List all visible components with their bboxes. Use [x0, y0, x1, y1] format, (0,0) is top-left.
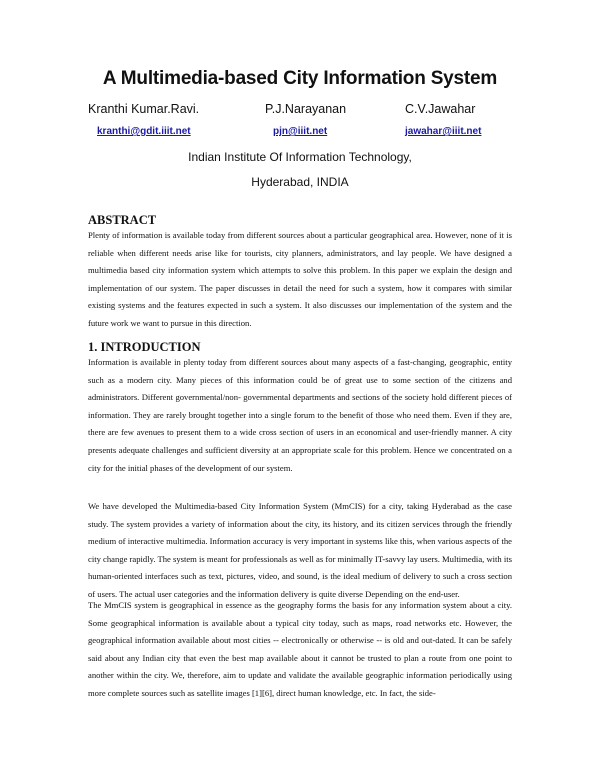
affiliation-line-2: Hyderabad, INDIA [251, 175, 349, 189]
author-name-3: C.V.Jawahar [405, 102, 476, 116]
introduction-paragraph-1: Information is available in plenty today from different sources about many aspects of a fast-changing, geographic, entity such as a modern city. Many pieces of this information could be of great use to some section of the citizens and administrators. Different governmental/non- governmental departments and sections of the society hold different pieces of information. They are rarely brought together into a single forum to the benefit of those who need them. Even if they are, there are few avenues to present them to a wide cross section of users in an economical and user-friendly manner. A city presents adequate challenges and sufficient diversity at an appropriate scale for this problem. Hence we concentrated on a city for the initial phases of the development of our system. [88, 357, 512, 473]
introduction-paragraph-3: The MmCIS system is geographical in essence as the geography forms the basis for any information system about a city. Some geographical information is available about a typical city today, such as maps, road networks etc. However, the geographical information available about most cities -- electronically or otherwise -- is old and out-dated. It can be safely said about any Indian city that even the best map available about it cannot be trusted to plan a route from one point to another within the city. We, therefore, aim to update and validate the available geographic information periodically using more complete sources such as satellite images [1][6], direct human knowledge, etc. In fact, the side- [88, 600, 512, 698]
author-name-1: Kranthi Kumar.Ravi. [88, 102, 200, 116]
abstract-text: Plenty of information is available today from different sources about a particular geographical area. However, none of it is reliable when different needs arise like for tourists, city planners, administrators, and lay people. We have designed a multimedia based city information system which attempts to solve this problem. In this paper we explain the design and implementation of our system. The paper discusses in detail the need for such a system, how it compares with similar existing systems and the features expected in such a system. It also discusses our implementation of the system and the future work we want to pursue in this direction. [88, 230, 512, 328]
introduction-paragraph-2: We have developed the Multimedia-based City Information System (MmCIS) for a city, taking Hyderabad as the case study. The system provides a variety of information about the city, its history, and its citizen services through the friendly medium of interactive multimedia. Information accuracy is very important in systems like this, when various aspects of the city change rapidly. The system is meant for professionals as well as for minimally IT-savvy lay users. Multimedia, with its human-oriented interfaces such as text, pictures, video, and sound, is the ideal medium of delivery to such a cross section of users. The actual user categories and the information delivery is quite diverse Depending on the end-user. [88, 501, 512, 599]
affiliation-line-1: Indian Institute Of Information Technology, [188, 150, 412, 164]
author-email-link-3[interactable]: jawahar@iiit.net [405, 126, 482, 137]
author-name-2: P.J.Narayanan [265, 102, 347, 116]
author-email-link-1[interactable]: kranthi@gdit.iiit.net [97, 126, 191, 137]
paper-title: A Multimedia-based City Information System [102, 68, 498, 89]
author-email-link-2[interactable]: pjn@iiit.net [273, 126, 328, 137]
introduction-heading: 1. INTRODUCTION [88, 340, 201, 354]
abstract-heading: ABSTRACT [88, 213, 157, 227]
